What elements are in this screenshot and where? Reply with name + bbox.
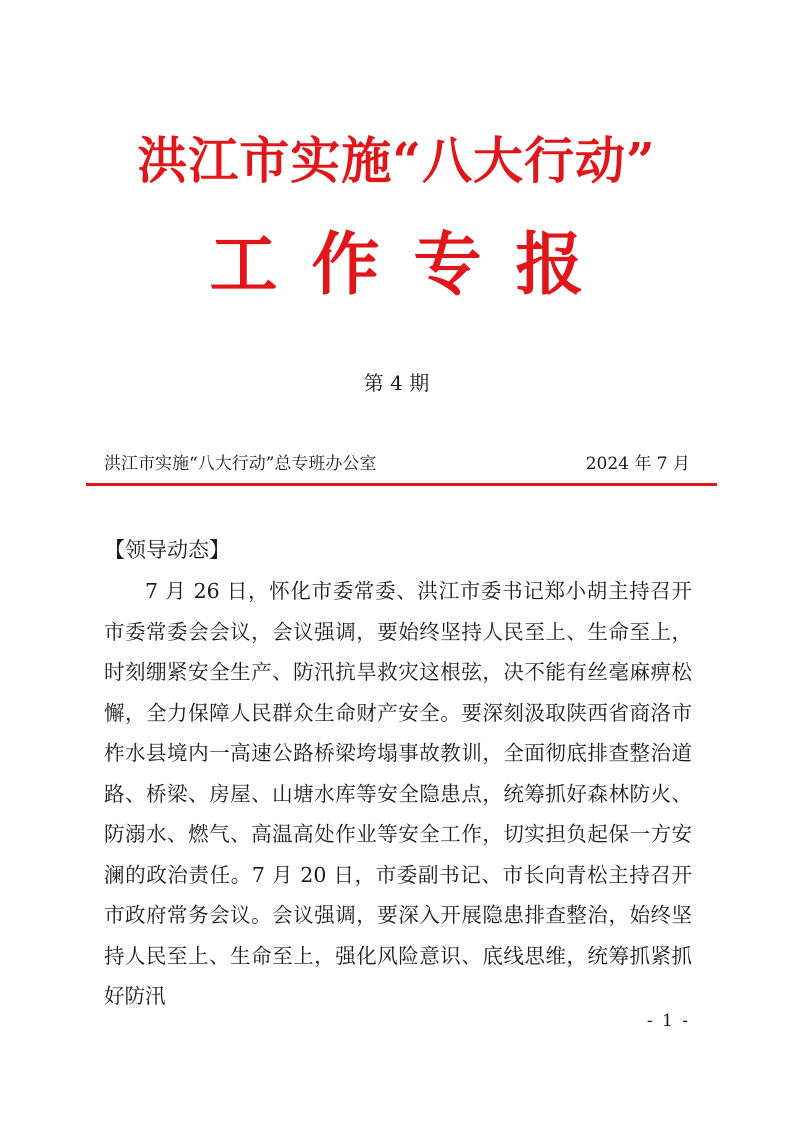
issue-date: 2024 年 7 月 bbox=[585, 454, 690, 474]
section-heading: 【领导动态】 bbox=[104, 538, 230, 562]
issue-number: 第 4 期 bbox=[363, 371, 430, 395]
issuing-office: 洪江市实施“八大行动”总专班办公室 bbox=[104, 454, 377, 474]
masthead-title-line1: 洪江市实施“八大行动” bbox=[137, 131, 656, 190]
red-divider bbox=[86, 483, 717, 486]
header-row bbox=[104, 449, 690, 479]
page-number: - 1 - bbox=[646, 1011, 690, 1031]
masthead-title-line2: 工作专报 bbox=[209, 225, 618, 305]
body-paragraph: 7 月 26 日，怀化市委常委、洪江市委书记郑小胡主持召开市委常委会会议，会议强调，要始终坚持人民至上、生命至上，时刻绷紧安全生产、防汛抗旱救灾这根弦，决不能有丝毫麻痹松懈，全力保障人民群众生命财产安全。要深刻汲取陕西省商洛市柞水县境内一高速公路桥梁垮塌事故教训，全面彻底排查整治道路、桥梁、房屋、山塘水库等安全隐患点，统筹抓好森林防火、防溺水、燃气、高温高处作业等安全工作，切实担负起保一方安澜的政治责任。7 月 20 日，市委副书记、市长向青松主持召开市政府常务会议。会议强调，要深入开展隐患排查整治，始终坚持人民至上、生命至上，强化风险意识、底线思维，统筹抓紧抓好防汛 bbox=[104, 579, 692, 1008]
